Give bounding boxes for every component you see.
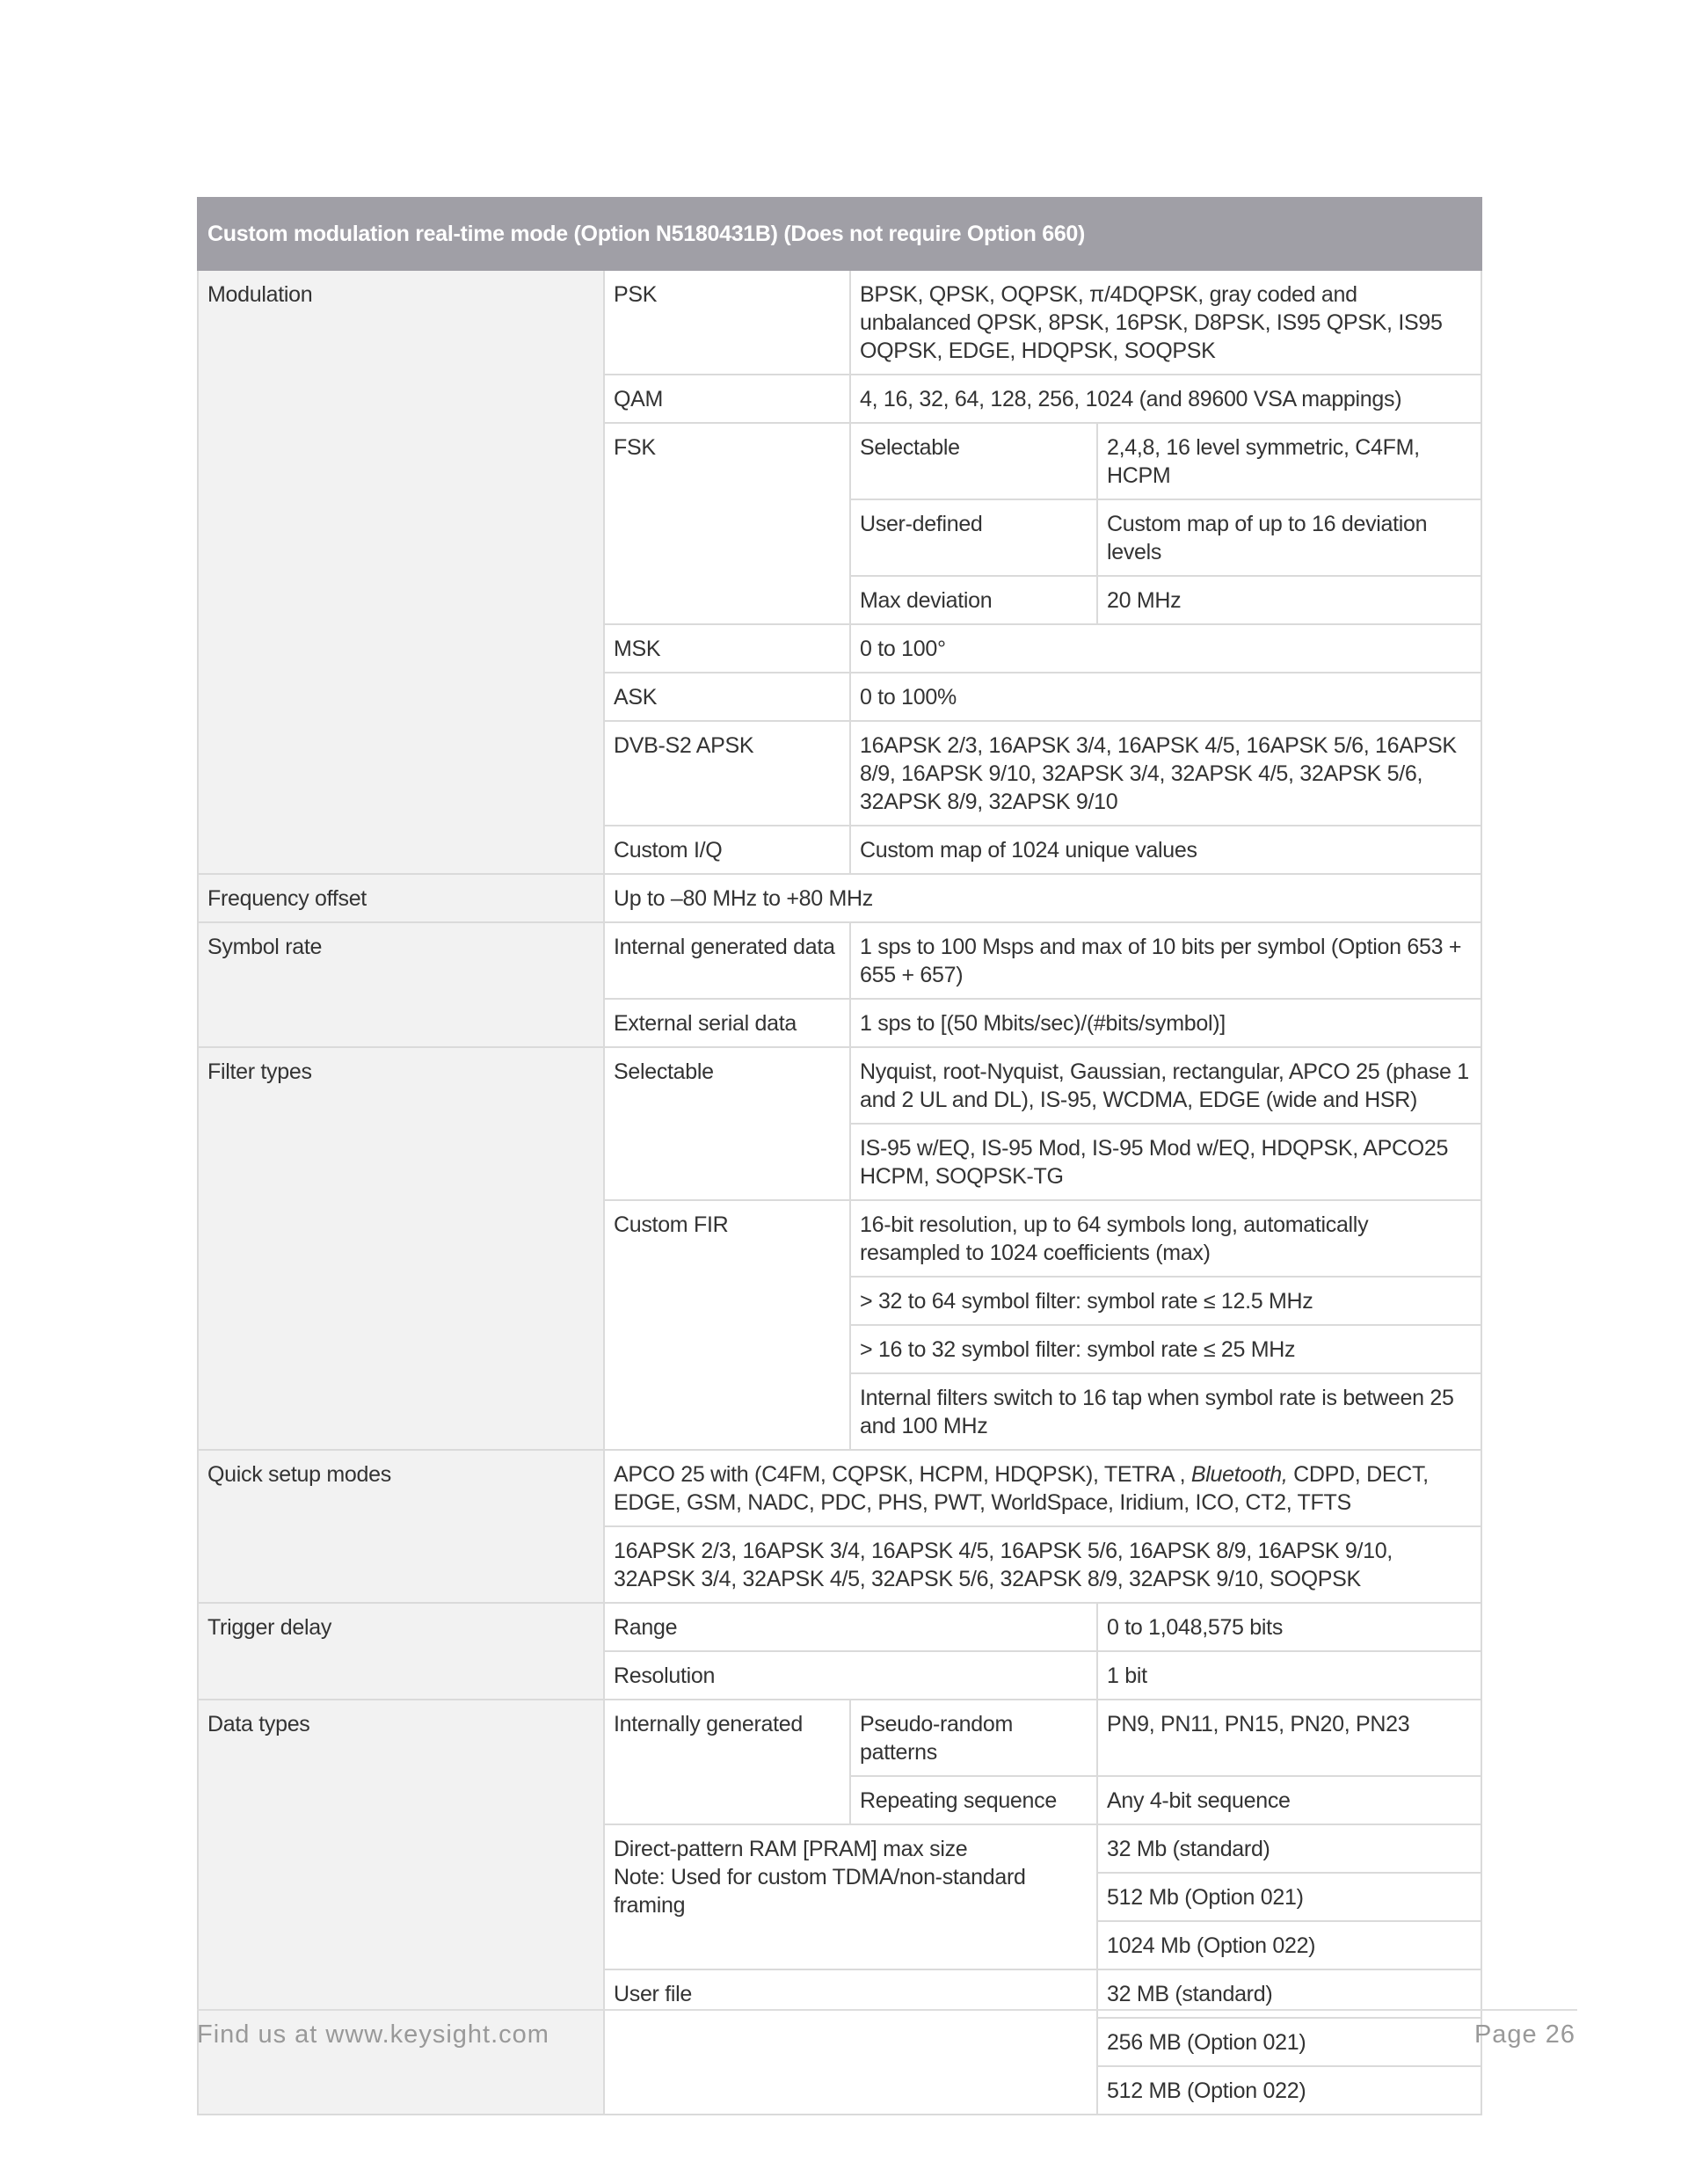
data-pseudo-label: Pseudo-random patterns [850, 1700, 1097, 1776]
filter-selectable-label: Selectable [604, 1047, 850, 1200]
data-pram-label [604, 1824, 1097, 1969]
data-user-file-value: 32 MB (standard) [1097, 1969, 1481, 2018]
row-label-data-types: Data types [198, 1700, 604, 2115]
fsk-sub-label: Max deviation [850, 576, 1097, 624]
table-title: Custom modulation real-time mode (Option N5180431B) (Does not require Option 660) [198, 198, 1481, 270]
qam-value: 4, 16, 32, 64, 128, 256, 1024 (and 89600 VSA mappings) [850, 375, 1481, 423]
custom-iq-label: Custom I/Q [604, 826, 850, 874]
frequency-offset-value: Up to –80 MHz to +80 MHz [604, 874, 1481, 922]
data-repeat-label: Repeating sequence [850, 1776, 1097, 1824]
trigger-resolution-value: 1 bit [1097, 1651, 1481, 1700]
table-row [198, 1450, 1481, 1526]
table-row [198, 874, 1481, 922]
data-pram-value: 512 Mb (Option 021) [1097, 1873, 1481, 1921]
quick-setup-line-2: 16APSK 2/3, 16APSK 3/4, 16APSK 4/5, 16APSK 5/6, 16APSK 8/9, 16APSK 9/10, 32APSK 3/4, 32APSK 4/5, 32APSK 5/6, 32APSK 8/9, 32APSK 9/10, SOQPSK [604, 1526, 1481, 1603]
data-pram-value: 1024 Mb (Option 022) [1097, 1921, 1481, 1969]
quick-setup-text-a: APCO 25 with (C4FM, CQPSK, HCPM, HDQPSK), TETRA , [614, 1462, 1186, 1487]
filter-selectable-value: IS-95 w/EQ, IS-95 Mod, IS-95 Mod w/EQ, HDQPSK, APCO25 HCPM, SOQPSK-TG [850, 1124, 1481, 1200]
table-header-row [198, 198, 1481, 270]
data-internal-label: Internally generated [604, 1700, 850, 1824]
footer-page-number: Page 26 [1473, 2020, 1575, 2049]
msk-value: 0 to 100° [850, 624, 1481, 673]
dvb-label: DVB-S2 APSK [604, 721, 850, 826]
data-user-file-label: User file [604, 1969, 1097, 2115]
filter-custom-fir-value: Internal filters switch to 16 tap when symbol rate is between 25 and 100 MHz [850, 1373, 1481, 1450]
psk-label: PSK [604, 270, 850, 375]
footer-website[interactable]: Find us at www.keysight.com [197, 2020, 549, 2049]
row-label-frequency-offset: Frequency offset [198, 874, 604, 922]
psk-value: BPSK, QPSK, OQPSK, π/4DQPSK, gray coded and unbalanced QPSK, 8PSK, 16PSK, D8PSK, IS95 QPSK, IS95 OQPSK, EDGE, HDQPSK, SOQPSK [850, 270, 1481, 375]
table-row [198, 270, 1481, 375]
data-repeat-value: Any 4-bit sequence [1097, 1776, 1481, 1824]
fsk-sub-value: 20 MHz [1097, 576, 1481, 624]
filter-custom-fir-label: Custom FIR [604, 1200, 850, 1450]
quick-setup-bluetooth: Bluetooth, [1190, 1462, 1288, 1487]
table-row [198, 1700, 1481, 1776]
fsk-sub-label: Selectable [850, 423, 1097, 499]
ask-label: ASK [604, 673, 850, 721]
fsk-label: FSK [604, 423, 850, 624]
filter-custom-fir-value: > 16 to 32 symbol filter: symbol rate ≤ 25 MHz [850, 1325, 1481, 1373]
footer-divider [197, 2009, 1577, 2011]
filter-selectable-value: Nyquist, root-Nyquist, Gaussian, rectangular, APCO 25 (phase 1 and 2 UL and DL), IS-95, WCDMA, EDGE (wide and HSR) [850, 1047, 1481, 1124]
symbol-external-label: External serial data [604, 999, 850, 1047]
msk-label: MSK [604, 624, 850, 673]
row-label-modulation: Modulation [198, 270, 604, 874]
table-row [198, 1047, 1481, 1124]
filter-custom-fir-value: > 32 to 64 symbol filter: symbol rate ≤ 12.5 MHz [850, 1277, 1481, 1325]
data-pram-note: Note: Used for custom TDMA/non-standard framing [614, 1865, 1026, 1918]
dvb-value: 16APSK 2/3, 16APSK 3/4, 16APSK 4/5, 16APSK 5/6, 16APSK 8/9, 16APSK 9/10, 32APSK 3/4, 32APSK 4/5, 32APSK 5/6, 32APSK 8/9, 32APSK 9/10 [850, 721, 1481, 826]
symbol-internal-label: Internal generated data [604, 922, 850, 999]
quick-setup-line-1 [604, 1450, 1481, 1526]
row-label-filter-types: Filter types [198, 1047, 604, 1450]
row-label-symbol-rate: Symbol rate [198, 922, 604, 1047]
data-user-file-value: 512 MB (Option 022) [1097, 2066, 1481, 2115]
spec-table [197, 197, 1482, 2115]
data-user-file-value: 256 MB (Option 021) [1097, 2018, 1481, 2066]
data-pram-value: 32 Mb (standard) [1097, 1824, 1481, 1873]
fsk-sub-value: 2,4,8, 16 level symmetric, C4FM, HCPM [1097, 423, 1481, 499]
filter-custom-fir-value: 16-bit resolution, up to 64 symbols long, automatically resampled to 1024 coefficients (max) [850, 1200, 1481, 1277]
quick-setup-text-b: CDPD, DECT, EDGE, GSM, NADC, PDC, PHS, PWT, WorldSpace, Iridium, ICO, CT2, TFTS [614, 1462, 1429, 1515]
custom-iq-value: Custom map of 1024 unique values [850, 826, 1481, 874]
trigger-range-label: Range [604, 1603, 1097, 1651]
fsk-sub-value: Custom map of up to 16 deviation levels [1097, 499, 1481, 576]
symbol-external-value: 1 sps to [(50 Mbits/sec)/(#bits/symbol)] [850, 999, 1481, 1047]
qam-label: QAM [604, 375, 850, 423]
fsk-sub-label: User-defined [850, 499, 1097, 576]
row-label-quick-setup: Quick setup modes [198, 1450, 604, 1603]
table-row [198, 1603, 1481, 1651]
trigger-range-value: 0 to 1,048,575 bits [1097, 1603, 1481, 1651]
data-pseudo-value: PN9, PN11, PN15, PN20, PN23 [1097, 1700, 1481, 1776]
row-label-trigger-delay: Trigger delay [198, 1603, 604, 1700]
ask-value: 0 to 100% [850, 673, 1481, 721]
symbol-internal-value: 1 sps to 100 Msps and max of 10 bits per symbol (Option 653 + 655 + 657) [850, 922, 1481, 999]
trigger-resolution-label: Resolution [604, 1651, 1097, 1700]
table-row [198, 922, 1481, 999]
data-pram-title: Direct-pattern RAM [PRAM] max size [614, 1837, 968, 1861]
